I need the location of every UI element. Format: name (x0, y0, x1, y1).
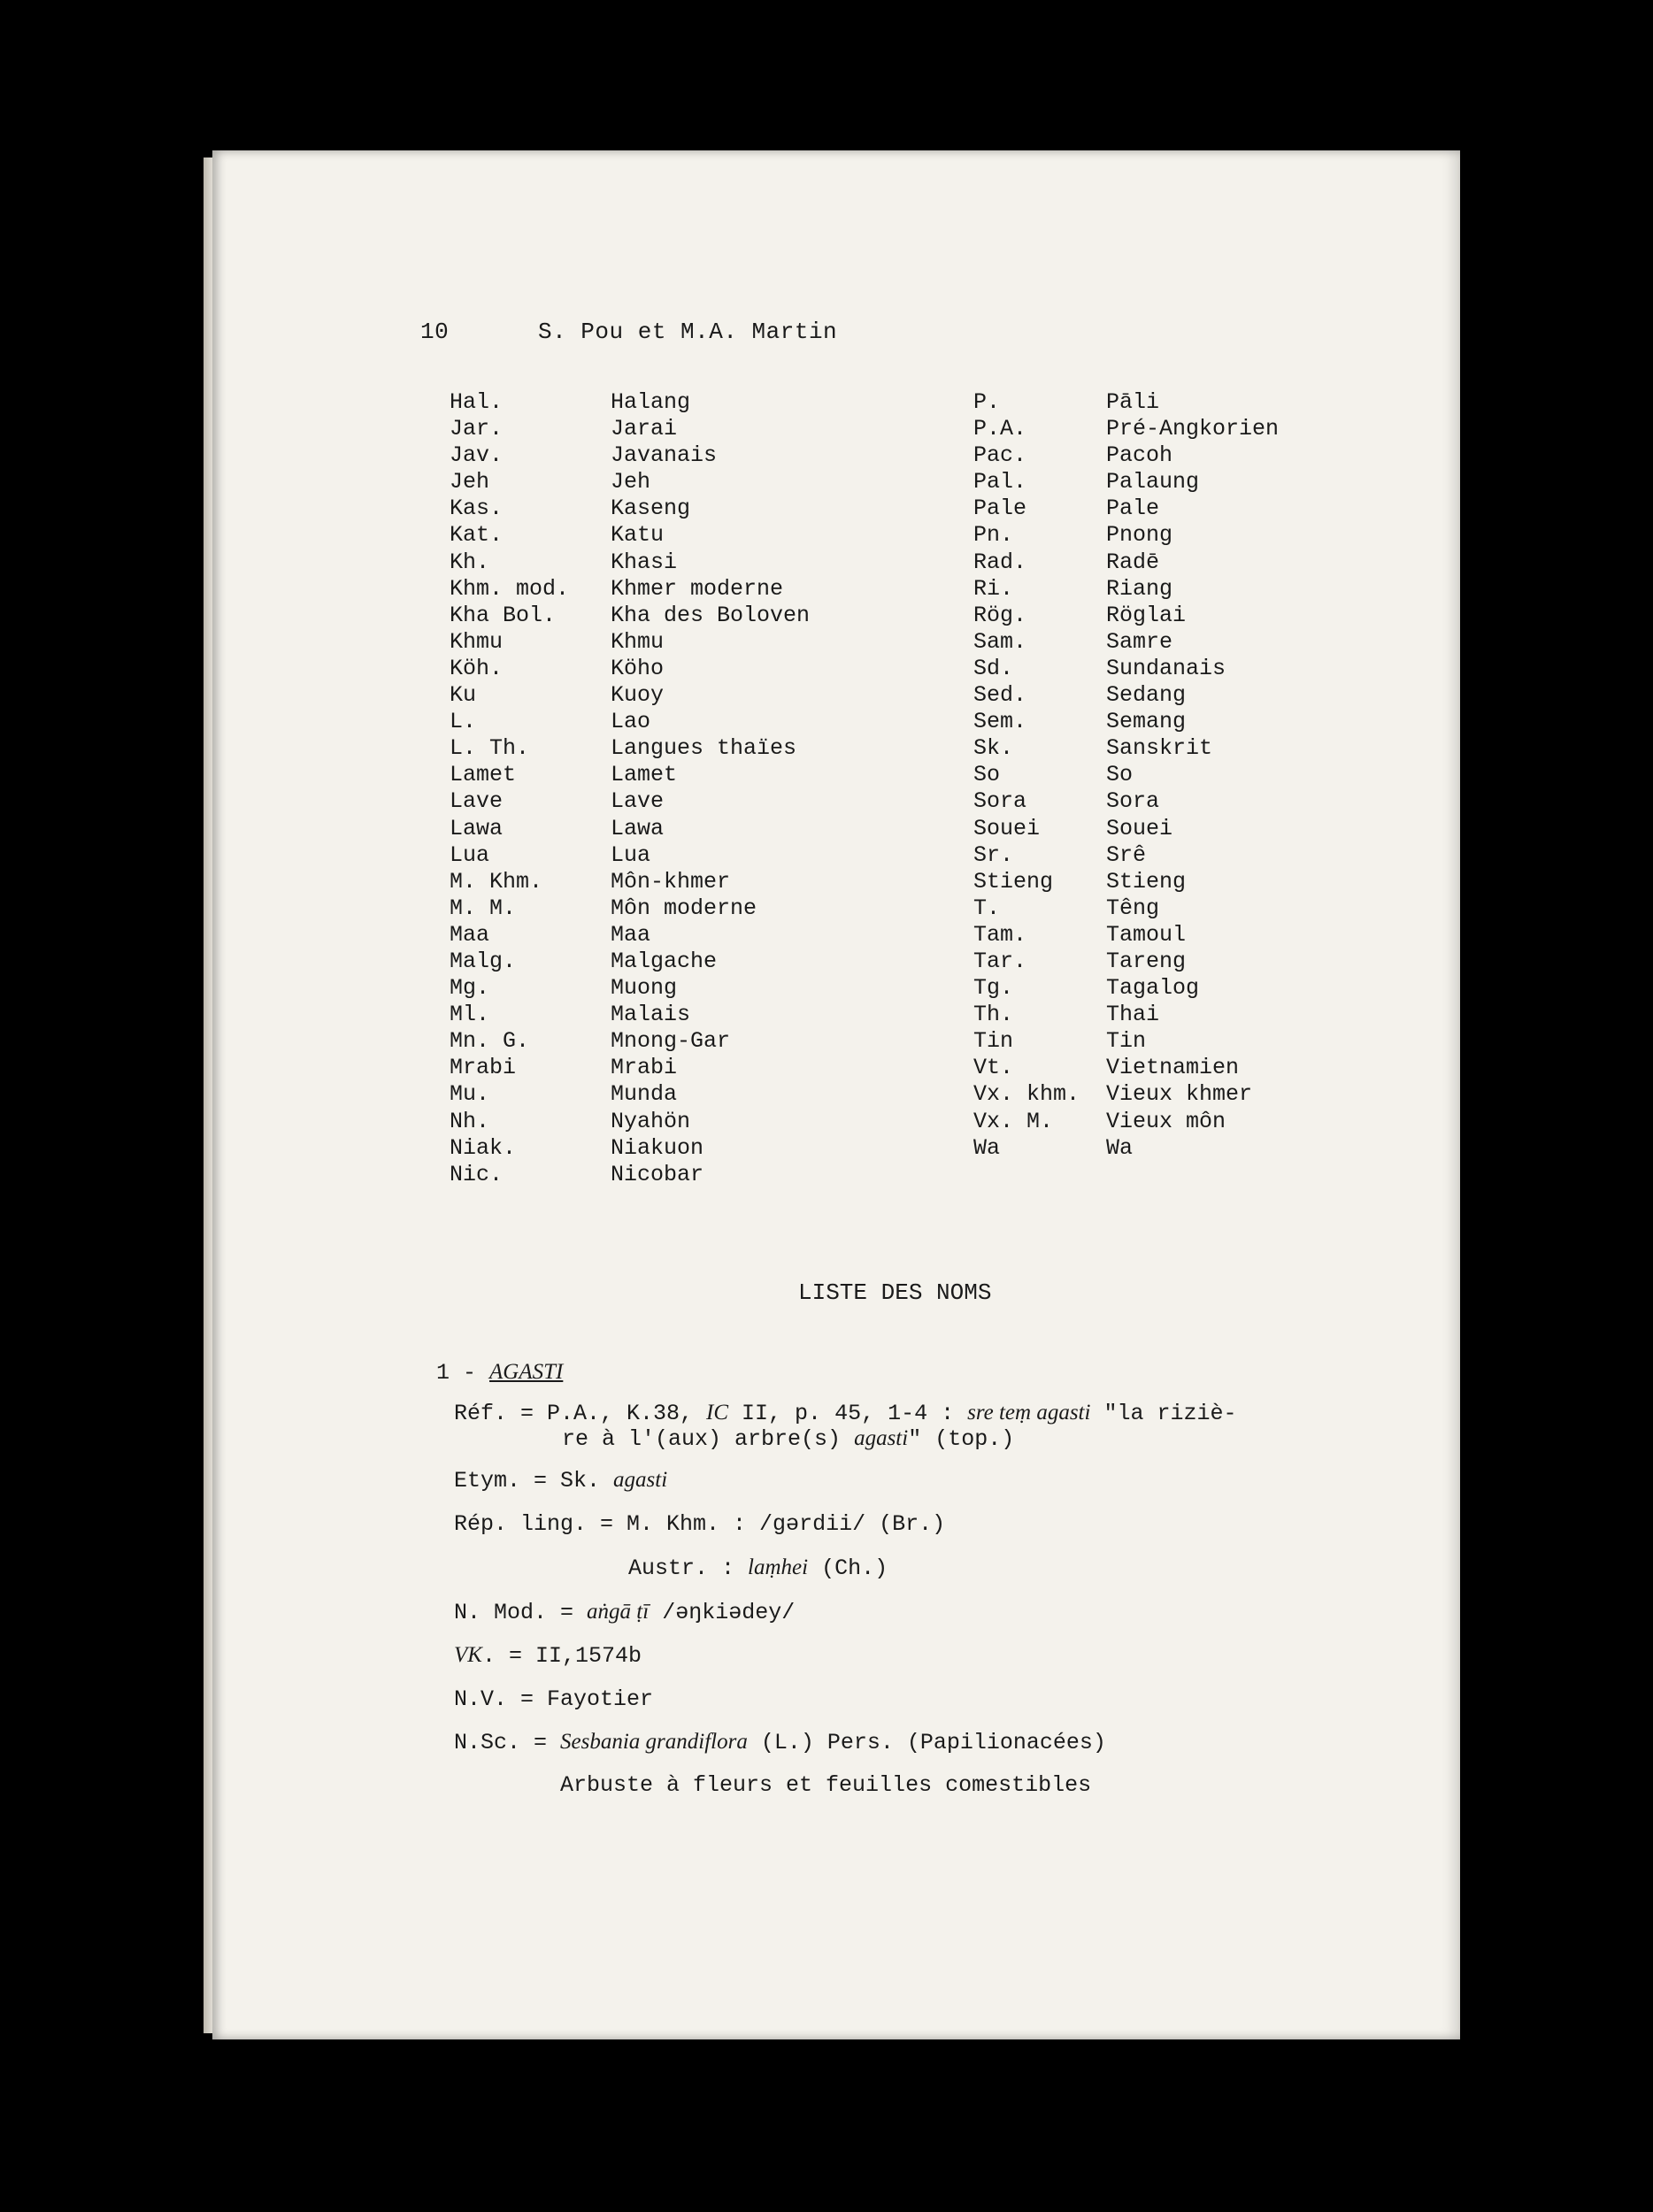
abbr-left-name: Mnong-Gar (611, 1028, 731, 1055)
abbr-right-abbr: Wa (973, 1134, 1001, 1161)
abbr-left-abbr: Khm. mod. (450, 575, 570, 602)
abbr-left-name: Khmer moderne (611, 575, 784, 602)
abbr-right-abbr: Tar. (973, 948, 1027, 974)
abbr-left-abbr: L. (450, 709, 477, 735)
abbr-column-left (450, 389, 569, 1188)
abbr-right-abbr: So (973, 762, 1001, 788)
abbr-left-abbr: Nh. (450, 1108, 490, 1134)
entry-heading (436, 1360, 563, 1386)
abbr-left-abbr: Jeh (450, 469, 490, 495)
abbr-left-abbr: Mn. G. (450, 1028, 530, 1055)
abbr-right-abbr: Sam. (973, 628, 1027, 655)
abbr-right-name: Vieux môn (1106, 1108, 1226, 1134)
abbr-right-abbr: Rög. (973, 602, 1027, 628)
abbr-right-name: Têng (1106, 895, 1160, 921)
n-v-line: N.V. = Fayotier (454, 1686, 654, 1712)
abbr-right-abbr: Pn. (973, 522, 1014, 549)
abbr-right-name: Tareng (1106, 948, 1187, 974)
abbr-left-name: Malgache (611, 948, 718, 974)
abbr-left-name: Kaseng (611, 495, 691, 522)
abbr-right-abbr: Tam. (973, 921, 1027, 948)
vk-abbr: VK (454, 1643, 482, 1667)
ref-gloss-1: "la riziè- (1090, 1401, 1237, 1426)
abbr-left-name: Lao (611, 709, 651, 735)
abbr-right-abbr: Sora (973, 788, 1027, 815)
abbr-left-name: Köho (611, 655, 665, 681)
abbr-left-abbr: Jar. (450, 416, 504, 442)
abbr-right-abbr: Stieng (973, 868, 1054, 895)
abbr-right-name: Stieng (1106, 868, 1187, 895)
austr-line (628, 1555, 888, 1581)
ref-line2-it: agasti (854, 1426, 909, 1450)
abbr-right-name: Sedang (1106, 682, 1187, 709)
abbr-right-name: Tamoul (1106, 921, 1187, 948)
abbr-left-name: Kuoy (611, 682, 665, 709)
nmod-label: N. Mod. = (454, 1600, 588, 1625)
abbr-right-abbr: P.A. (973, 416, 1027, 442)
abbr-left-abbr: Nic. (450, 1161, 504, 1187)
abbr-right-abbr: Sk. (973, 735, 1014, 762)
ref-quote: sre teṃ agasti (967, 1401, 1091, 1425)
ref-ic: IC (706, 1401, 729, 1425)
abbr-left-abbr: Kha Bol. (450, 602, 557, 628)
entry-headword: AGASTI (489, 1360, 564, 1384)
abbr-right-name: Pale (1106, 495, 1160, 522)
abbr-right-name: Semang (1106, 709, 1187, 735)
abbr-left-abbr: Mu. (450, 1081, 490, 1108)
abbr-right-name: Pacoh (1106, 442, 1173, 469)
name-column-right (1106, 389, 1279, 1162)
abbr-right-abbr: T. (973, 895, 1001, 921)
abbr-right-name: Vietnamien (1106, 1055, 1240, 1081)
abbr-right-abbr: Rad. (973, 549, 1027, 575)
abbr-left-name: Lamet (611, 762, 678, 788)
abbr-left-abbr: Ml. (450, 1002, 490, 1028)
reference-line-1 (454, 1401, 1236, 1426)
abbr-left-abbr: L. Th. (450, 735, 530, 762)
abbr-right-abbr: Sem. (973, 709, 1027, 735)
abbr-left-abbr: Malg. (450, 948, 517, 974)
abbr-left-abbr: Kat. (450, 522, 504, 549)
ref-line2-a: re à l'(aux) arbre(s) (562, 1426, 855, 1452)
abbr-right-name: Pré-Angkorien (1106, 416, 1280, 442)
abbr-right-abbr: Vt. (973, 1055, 1014, 1081)
abbr-left-name: Katu (611, 522, 665, 549)
abbr-right-abbr: Souei (973, 815, 1041, 841)
abbr-left-name: Niakuon (611, 1134, 704, 1161)
entry-number: 1 - (436, 1360, 490, 1386)
abbr-left-abbr: Mg. (450, 975, 490, 1002)
abbr-right-name: Radē (1106, 549, 1160, 575)
abbr-left-abbr: M. Khm. (450, 868, 543, 895)
abbr-right-abbr: Sr. (973, 841, 1014, 868)
abbr-left-name: Munda (611, 1081, 678, 1108)
reference-line-2 (562, 1426, 1014, 1452)
abbr-left-abbr: Niak. (450, 1134, 517, 1161)
abbr-right-abbr: Sd. (973, 655, 1014, 681)
abbr-right-name: Palaung (1106, 469, 1200, 495)
abbr-left-abbr: Lawa (450, 815, 504, 841)
austr-word: laṃhei (748, 1555, 809, 1579)
abbr-left-name: Muong (611, 975, 678, 1002)
abbr-left-name: Malais (611, 1002, 691, 1028)
abbr-right-name: Sanskrit (1106, 735, 1213, 762)
running-title: S. Pou et M.A. Martin (538, 319, 838, 345)
abbr-right-name: So (1106, 762, 1134, 788)
abbr-right-abbr: Pale (973, 495, 1027, 522)
abbr-right-abbr: Vx. khm. (973, 1081, 1080, 1108)
abbr-left-name: Môn-khmer (611, 868, 731, 895)
abbr-left-abbr: Khmu (450, 628, 504, 655)
austr-label: Austr. : (628, 1555, 749, 1581)
abbr-right-abbr: Pac. (973, 442, 1027, 469)
nmod-phonetic: /əŋkiədey/ (649, 1600, 796, 1625)
abbr-right-abbr: Pal. (973, 469, 1027, 495)
abbr-left-name: Maa (611, 921, 651, 948)
abbr-left-abbr: Köh. (450, 655, 504, 681)
abbr-right-name: Pnong (1106, 522, 1173, 549)
abbr-column-right (973, 389, 1080, 1162)
abbr-right-name: Tagalog (1106, 975, 1200, 1002)
abbr-right-name: Tin (1106, 1028, 1147, 1055)
n-mod-line (454, 1600, 795, 1625)
abbr-right-name: Wa (1106, 1134, 1134, 1161)
abbr-right-name: Vieux khmer (1106, 1081, 1253, 1108)
abbr-left-abbr: M. M. (450, 895, 517, 921)
page-number: 10 (420, 319, 450, 345)
abbr-left-name: Mrabi (611, 1055, 678, 1081)
abbr-left-abbr: Jav. (450, 442, 504, 469)
abbr-right-name: Pāli (1106, 389, 1160, 415)
abbr-right-name: Sora (1106, 788, 1160, 815)
abbr-right-abbr: Vx. M. (973, 1108, 1054, 1134)
vk-rest: . = II,1574b (481, 1643, 642, 1669)
abbr-left-name: Javanais (611, 442, 718, 469)
abbr-left-name: Lawa (611, 815, 665, 841)
abbr-right-name: Röglai (1106, 602, 1187, 628)
rep-ling-line: Rép. ling. = M. Khm. : /gərdii/ (Br.) (454, 1511, 946, 1537)
abbr-left-name: Khmu (611, 628, 665, 655)
abbr-left-name: Môn moderne (611, 895, 757, 921)
austr-source: (Ch.) (808, 1555, 888, 1581)
abbr-right-name: Riang (1106, 575, 1173, 602)
section-title: LISTE DES NOMS (798, 1279, 992, 1306)
vk-line (454, 1643, 642, 1669)
abbr-left-name: Lave (611, 788, 665, 815)
abbr-right-name: Souei (1106, 815, 1173, 841)
abbr-left-name: Jeh (611, 469, 651, 495)
abbr-left-abbr: Kh. (450, 549, 490, 575)
abbr-left-abbr: Maa (450, 921, 490, 948)
abbr-left-abbr: Ku (450, 682, 477, 709)
abbr-left-name: Halang (611, 389, 691, 415)
abbr-left-abbr: Lave (450, 788, 504, 815)
abbr-right-abbr: Sed. (973, 682, 1027, 709)
abbr-left-name: Kha des Boloven (611, 602, 811, 628)
abbr-left-abbr: Lamet (450, 762, 517, 788)
nsc-species: Sesbania grandiflora (560, 1730, 748, 1754)
abbr-right-abbr: P. (973, 389, 1001, 415)
abbr-right-abbr: Tin (973, 1028, 1014, 1055)
abbr-right-name: Srê (1106, 841, 1147, 868)
abbr-right-name: Thai (1106, 1002, 1160, 1028)
etymology-line (454, 1468, 667, 1494)
name-column-left (611, 389, 810, 1188)
abbr-right-abbr: Ri. (973, 575, 1014, 602)
abbr-left-abbr: Kas. (450, 495, 504, 522)
description-line: Arbuste à fleurs et feuilles comestibles (560, 1772, 1092, 1798)
abbr-left-name: Nyahön (611, 1108, 691, 1134)
nsc-rest: (L.) Pers. (Papilionacées) (747, 1730, 1106, 1755)
abbr-right-name: Samre (1106, 628, 1173, 655)
abbr-left-abbr: Hal. (450, 389, 504, 415)
abbr-left-name: Khasi (611, 549, 678, 575)
abbr-right-abbr: Tg. (973, 975, 1014, 1002)
abbr-left-name: Lua (611, 841, 651, 868)
ref-mid: II, p. 45, 1-4 : (728, 1401, 968, 1426)
abbr-right-abbr: Th. (973, 1002, 1014, 1028)
ref-line2-b: " (top.) (908, 1426, 1015, 1452)
nmod-word: aṅgā ṭī (587, 1600, 650, 1624)
abbr-left-name: Jarai (611, 416, 678, 442)
abbr-left-abbr: Lua (450, 841, 490, 868)
n-sc-line (454, 1730, 1106, 1755)
ref-label: Réf. = P.A., K.38, (454, 1401, 707, 1426)
nsc-label: N.Sc. = (454, 1730, 561, 1755)
abbr-right-name: Sundanais (1106, 655, 1226, 681)
abbr-left-name: Langues thaïes (611, 735, 797, 762)
etym-label: Etym. = Sk. (454, 1468, 614, 1494)
etym-word: agasti (613, 1468, 668, 1492)
abbr-left-abbr: Mrabi (450, 1055, 517, 1081)
abbr-left-name: Nicobar (611, 1161, 704, 1187)
